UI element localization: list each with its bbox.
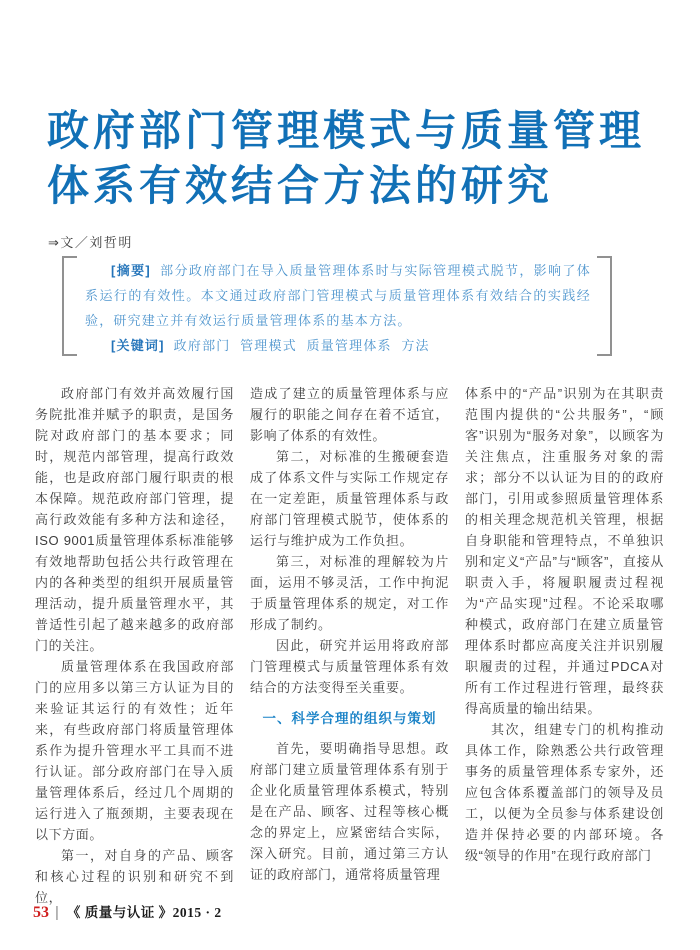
keywords-text: 政府部门 管理模式 质量管理体系 方法 [173,338,430,353]
article-body [35,383,666,908]
body-paragraph: 第二，对标准的生搬硬套造成了体系文件与实际工作规定存在一定差距，质量管理体系与政府部门管理模式脱节，使体系的运行与维护成为工作负担。 [250,449,449,548]
page-footer [33,901,222,922]
body-paragraph: 第三，对标准的理解较为片面，运用不够灵活，工作中拘泥于质量管理体系的规定，对工作形成了制约。 [250,554,449,632]
body-paragraph: 体系中的“产品”识别为在其职责范围内提供的“公共服务”，“顾客”识别为“服务对象”，以顾客为关注焦点，注重服务对象的需求；部分不以认证为目的的政府部门，引用或参照质量管理体系的相关理念规范机关管理，根据自身职能和管理特点，不单独识别和定义“产品”与“顾客”，直接从职责入手，将履职履责过程视为“产品实现”过程。不论采取哪种模式，政府部门在建立质量管理体系时都应高度关注并识别履职履责的过程，并通过PDCA对所有工作过程进行管理，最终获得高质量的输出结果。 [465,386,664,716]
keywords-paragraph [85,333,591,358]
section-heading: 一、科学合理的组织与策划 [262,711,437,726]
abstract-label: [摘要] [111,263,151,278]
article-title-line-1: 政府部门管理模式与质量管理 [47,107,646,154]
footer-separator: | [55,904,59,921]
body-paragraph: 其次，组建专门的机构推动具体工作，除熟悉公共行政管理事务的质量管理体系专家外，还应包含体系覆盖部门的领导及员工，以便为全员参与体系建设创造并保持必要的内部环境。各级“领导的作用”在现行政府部门 [465,722,664,863]
left-bracket-decoration [62,256,77,356]
right-bracket-decoration [597,256,612,356]
abstract-body-text: 部分政府部门在导入质量管理体系时与实际管理模式脱节，影响了体系运行的有效性。本文通过政府部门管理模式与质量管理体系有效结合的实践经验，研究建立并有效运行质量管理体系的基本方法。 [85,263,591,328]
keywords-label: [关键词] [111,338,165,353]
article-title [47,103,667,213]
abstract-paragraph [85,258,591,333]
body-column-2 [250,383,449,908]
article-byline: ⇒文／刘哲明 [48,235,133,250]
abstract-box [62,256,612,356]
body-paragraph: 首先，要明确指导思想。政府部门建立质量管理体系有别于企业化质量管理体系模式，特别是在产品、顾客、过程等核心概念的界定上，应紧密结合实际，深入研究。目前，通过第三方认证的政府部门，通常将质量管理 [250,741,449,882]
page-number: 53 [33,904,49,921]
abstract-content [85,258,591,358]
body-paragraph: 造成了建立的质量管理体系与应履行的职能之间存在着不适宜，影响了体系的有效性。 [250,386,449,443]
article-title-line-2: 体系有效结合方法的研究 [47,162,554,209]
journal-title: 《 质量与认证 》2015 · 2 [66,905,222,920]
body-paragraph: 质量管理体系在我国政府部门的应用多以第三方认证为目的来验证其运行的有效性；近年来，有些政府部门将质量管理体系作为提升管理水平工具而不进行认证。部分政府部门在导入质量管理体系后，经过几个周期的运行进入了瓶颈期，主要表现在以下方面。 [35,659,234,842]
body-column-3 [465,383,664,908]
body-paragraph: 第一，对自身的产品、顾客和核心过程的识别和研究不到位， [35,848,234,905]
body-paragraph: 因此，研究并运用将政府部门管理模式与质量管理体系有效结合的方法变得至关重要。 [250,638,449,695]
body-column-1 [35,383,234,908]
body-paragraph: 政府部门有效并高效履行国务院批准并赋予的职责，是国务院对政府部门的基本要求；同时，规范内部管理，提高行政效能，也是政府部门履行职责的根本保障。规范政府部门管理，提高行政效能有多种方法和途径，ISO 9001质量管理体系标准能够有效地帮助包括公共行政管理在内的各种类型的组织开展质量管理活动，提升质量管理水平，其普适性引起了越来越多的政府部门的关注。 [35,386,234,653]
